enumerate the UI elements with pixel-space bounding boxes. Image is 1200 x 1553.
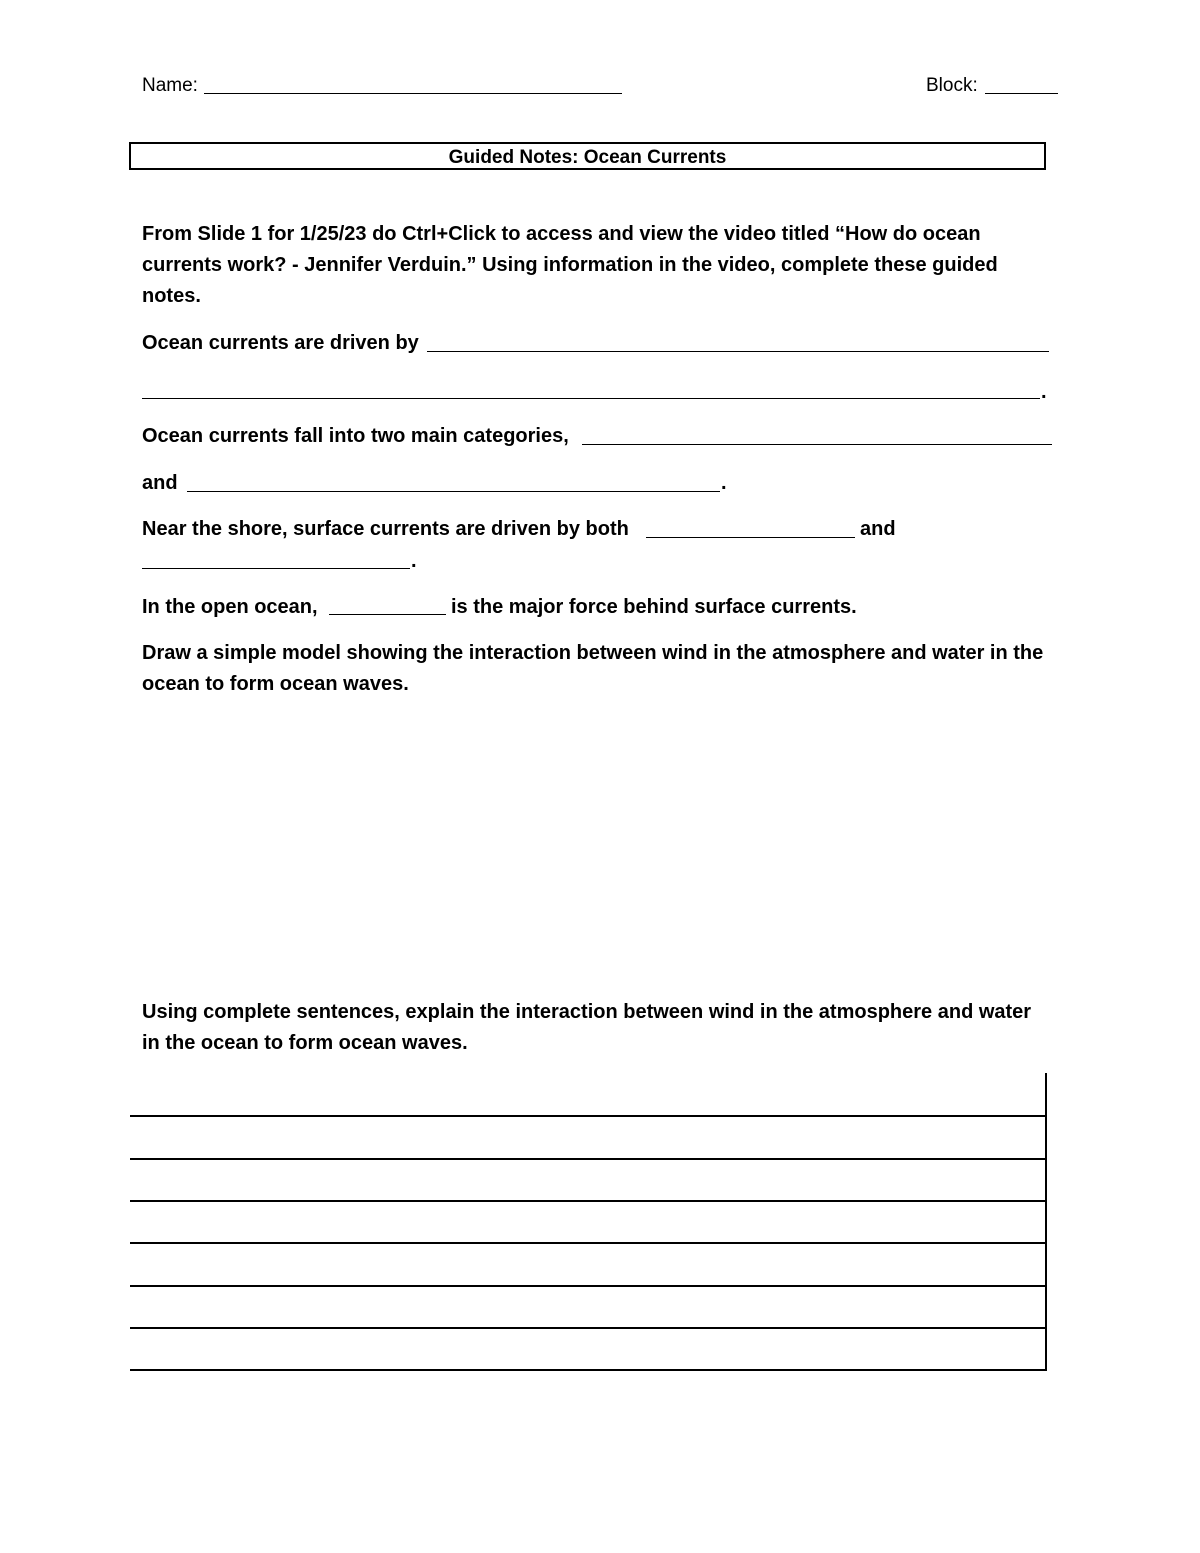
- q4-prefix: In the open ocean,: [142, 596, 318, 618]
- writing-line-7[interactable]: [130, 1369, 1047, 1371]
- intro-paragraph: From Slide 1 for 1/25/23 do Ctrl+Click to access and view the video titled “How do ocean currents work? - Jennifer Verduin.” Using information in the video, complete these guided notes.: [142, 223, 998, 307]
- q3-end: .: [411, 550, 417, 572]
- q2-and: and: [142, 472, 178, 494]
- q3-answer-line-2[interactable]: [142, 568, 410, 569]
- writing-line-6[interactable]: [130, 1327, 1047, 1329]
- writing-line-1[interactable]: [130, 1115, 1047, 1117]
- q4-suffix: is the major force behind surface currents.: [451, 596, 857, 618]
- q2-answer-line-1[interactable]: [582, 444, 1052, 445]
- q4-answer-line[interactable]: [329, 614, 446, 615]
- q1-answer-line-1[interactable]: [427, 351, 1049, 352]
- block-label: Block:: [926, 75, 978, 96]
- q1-answer-line-2[interactable]: [142, 398, 1040, 399]
- explain-prompt: Using complete sentences, explain the interaction between wind in the atmosphere and water in the ocean to form ocean waves.: [142, 1001, 1032, 1054]
- writing-line-5[interactable]: [130, 1285, 1047, 1287]
- name-label: Name:: [142, 75, 198, 96]
- block-field[interactable]: [985, 93, 1058, 94]
- q3-and: and: [860, 518, 896, 540]
- drawing-area[interactable]: [129, 710, 1046, 980]
- q2-prefix: Ocean currents fall into two main categories,: [142, 425, 569, 447]
- title-box: [129, 142, 1046, 170]
- draw-prompt: Draw a simple model showing the interaction between wind in the atmosphere and water in the ocean to form ocean waves.: [142, 642, 1044, 695]
- q2-end: .: [721, 472, 727, 494]
- writing-line-4[interactable]: [130, 1242, 1047, 1244]
- writing-line-3[interactable]: [130, 1200, 1047, 1202]
- q2-answer-line-2[interactable]: [187, 491, 720, 492]
- q1-end: .: [1041, 381, 1047, 403]
- page-title: Guided Notes: Ocean Currents: [448, 147, 727, 168]
- q3-prefix: Near the shore, surface currents are driven by both: [142, 518, 629, 540]
- writing-line-2[interactable]: [130, 1158, 1047, 1160]
- q1-prefix: Ocean currents are driven by: [142, 332, 419, 354]
- name-field[interactable]: [204, 93, 622, 94]
- q3-answer-line-1[interactable]: [646, 537, 855, 538]
